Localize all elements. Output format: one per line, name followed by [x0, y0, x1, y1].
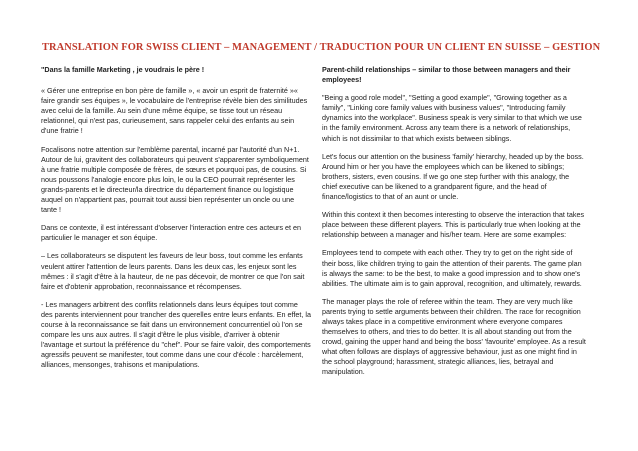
- english-paragraph-3: Within this context it then becomes interesting to observe the interaction that takes place between these different players. This is particularly true when looking at the relationship between a manager and his/her team. Here are some examples:: [322, 210, 585, 240]
- english-column: [322, 65, 586, 386]
- english-paragraph-1: "Being a good role model", "Setting a good example", "Growing together as a family", "Linking core family values with business values", "Introducing family dynamics into the workplace". Business speak is very similar to that which we use in the family environment. Across any team there is a network of relationships, which is not dissimilar to that which exists between siblings.: [322, 93, 582, 143]
- french-paragraph-4: – Les collaborateurs se disputent les faveurs de leur boss, tout comme les enfants veulent attirer l'attention de leurs parents. Dans les deux cas, les enjeux sont les mêmes : il s'agit d'être à la hauteur, de ne pas décevoir, de montrer ce que l'on sait faire et d'obtenir approbation, reconnaissance et récompenses.: [41, 251, 305, 291]
- french-heading: "Dans la famille Marketing , je voudrais le père !: [41, 65, 205, 74]
- french-paragraph-1: « Gérer une entreprise en bon père de famille », « avoir un esprit de fraternité »« faire grandir ses équipes », le vocabulaire de l'entreprise révèle bien des similitudes avec celui de la famille. Au sein d'une même équipe, se tisse tout un réseau relationnel, qui n'est pas, curieusement, sans rappeler celui des enfants au sein d'une fratrie !: [41, 86, 308, 136]
- french-paragraph-3: Dans ce contexte, il est intéressant d'observer l'interaction entre ces acteurs et en particulier le manager et son équipe.: [41, 223, 302, 243]
- english-paragraph-2: Let's focus our attention on the business 'family' hierarchy, headed up by the boss. Around him or her you have the employees which can be likened to siblings; brothers, sisters, even cousins. If we go one step further with this analogy, the chief executive can be likened to a grandparent figure, and the head of finance/logistics to that of an aunt or uncle.: [322, 151, 584, 202]
- english-heading: Parent-child relationships – similar to those between managers and their employees!: [322, 65, 571, 85]
- french-paragraph-2: Focalisons notre attention sur l'emblème parental, incarné par l'autorité d'un N+1. Autour de lui, gravitent des collaborateurs qui peuvent s'apparenter symboliquement à une fratrie multiple composée de frères, de sœurs et pourquoi pas, de cousins. Si nous poussons l'analogie encore plus loin, le ou la CEO pourrait représenter les grands-parents et le directeur/la directrice du département finance ou logistique auquel on n'appartient pas, pourrait tout aussi bien représenter un oncle ou une tante !: [41, 144, 309, 215]
- french-paragraph-5: - Les managers arbitrent des conflits relationnels dans leurs équipes tout comme des parents interviennent pour trancher des querelles entre leurs enfants. En effet, la course à la reconnaissance se fait dans un environnement concurrentiel où l'on se compare les uns aux autres. Il s'agit d'être le plus visible, d'arriver à obtenir l'avantage et surtout la préférence du "chef". Pour se faire valoir, des comportements agressifs peuvent se manifester, tout comme dans une cour d'école : harcèlement, alliances, mensonges, trahisons et manipulations.: [41, 299, 311, 370]
- english-paragraph-5: The manager plays the role of referee within the team. They are very much like parents trying to settle arguments between their children. The race for recognition always takes place in a competitive environment where everyone compares themselves to others, and tries to do better. It is all about standing out from the crowd, gaining the upper hand and being the boss' 'favourite' employee. As a result what often follows are displays of aggressive behaviour, just as one might find in the school playground; harassment, strategic alliances, lies, betrayal and manipulation.: [322, 296, 586, 377]
- document-title: TRANSLATION FOR SWISS CLIENT – MANAGEMENT / TRADUCTION POUR UN CLIENT EN SUISSE – GESTION: [42, 42, 601, 53]
- french-column: [41, 65, 311, 378]
- english-paragraph-4: Employees tend to compete with each other. They try to get on the right side of their boss, like children trying to gain the attention of their parents. The game plan is always the same: to be the best, to make a good impression and to show one's abilities. The ultimate aim is to gain approval, recognition, and ultimately, rewards.: [322, 248, 582, 288]
